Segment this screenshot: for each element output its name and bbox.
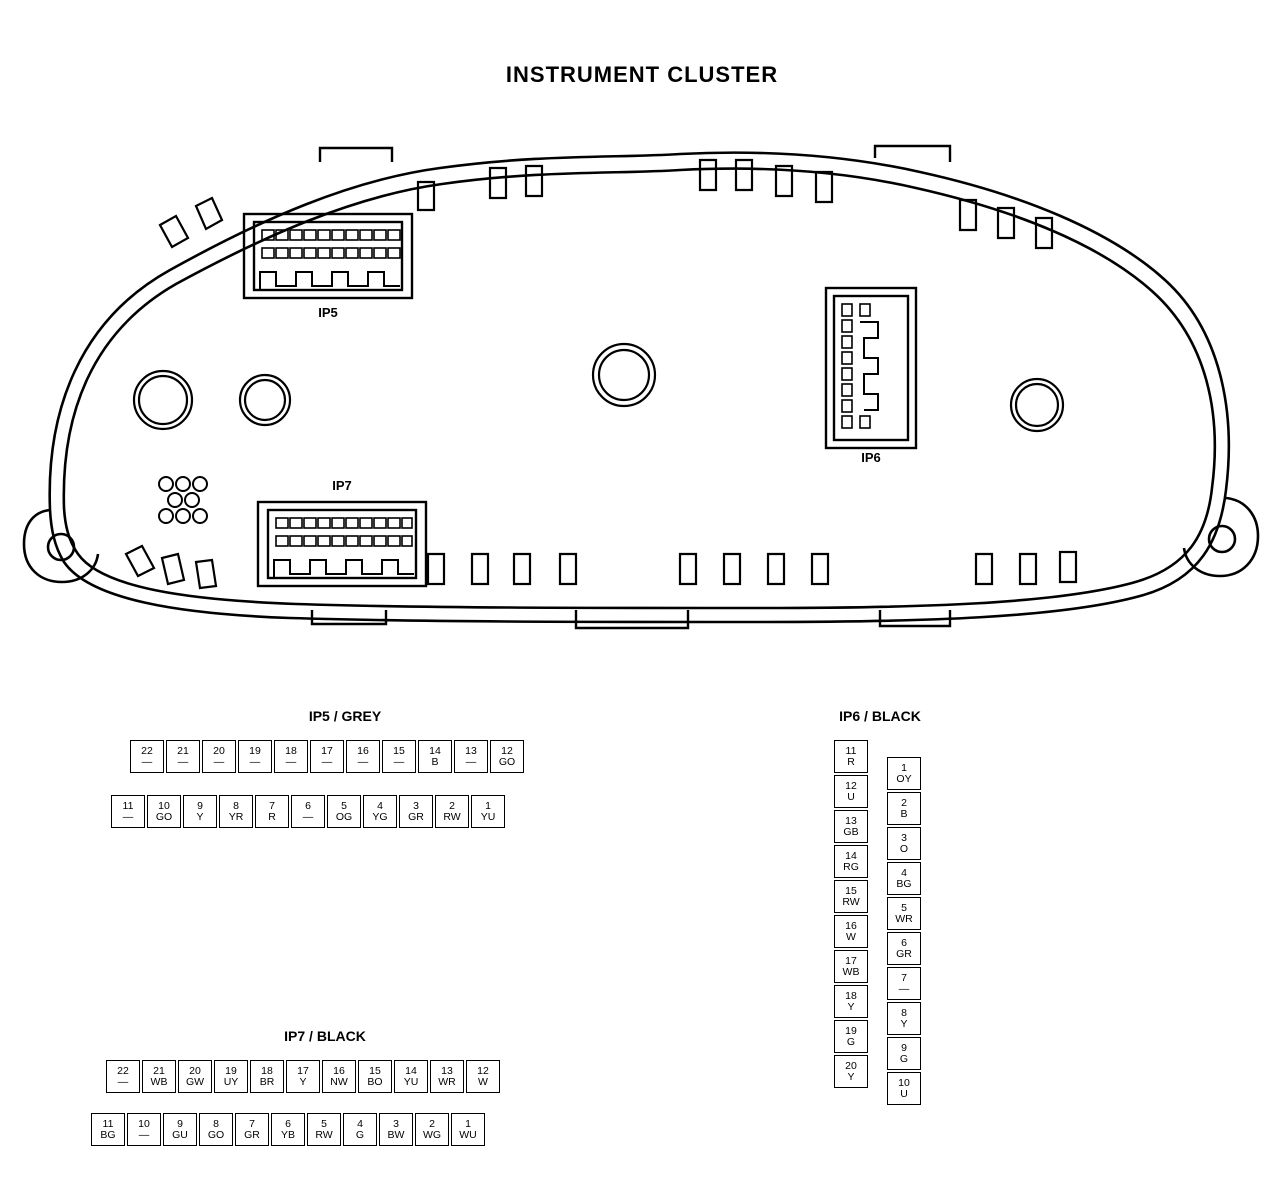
pin-code: YG — [372, 810, 388, 823]
pin-number: 7 — [249, 1117, 255, 1130]
pin-number: 10 — [898, 1076, 910, 1089]
pin-code: — — [465, 755, 477, 768]
ip5-connector-graphic — [244, 214, 412, 298]
pin-number: 11 — [122, 799, 134, 812]
pin[interactable] — [834, 985, 868, 1018]
pin-number: 8 — [901, 1006, 907, 1019]
pin-code: BO — [367, 1075, 383, 1088]
pin[interactable] — [219, 795, 253, 828]
pin-number: 19 — [225, 1064, 237, 1077]
pin[interactable] — [106, 1060, 140, 1093]
pin-code: OG — [335, 810, 353, 823]
pin-code: WG — [422, 1128, 442, 1141]
ip7-label: IP7 — [332, 478, 352, 493]
pin-number: 14 — [845, 849, 857, 862]
ip7-pin-row-bottom — [91, 1113, 487, 1148]
pin-code: — — [302, 810, 314, 823]
pin-number: 13 — [465, 744, 477, 757]
pin-code: GB — [843, 825, 859, 838]
pin-number: 2 — [449, 799, 455, 812]
pin-code: O — [899, 842, 909, 855]
pin[interactable] — [322, 1060, 356, 1093]
pin[interactable] — [163, 1113, 197, 1146]
pin[interactable] — [430, 1060, 464, 1093]
pin-code: W — [846, 930, 856, 943]
pin[interactable] — [286, 1060, 320, 1093]
pin-code: B — [900, 807, 908, 820]
cluster-outline-svg — [20, 110, 1270, 670]
ip7-pinout-title: IP7 / BLACK — [284, 1028, 366, 1044]
pin-number: 8 — [233, 799, 239, 812]
pin[interactable] — [363, 795, 397, 828]
pin[interactable] — [399, 795, 433, 828]
pin[interactable] — [346, 740, 380, 773]
pin[interactable] — [471, 795, 505, 828]
pin[interactable] — [202, 740, 236, 773]
pin-code: GR — [244, 1128, 260, 1141]
pin[interactable] — [887, 792, 921, 825]
pin-code: — — [898, 982, 910, 995]
pin-code: GO — [155, 810, 173, 823]
pin-code: B — [431, 755, 439, 768]
pin-number: 7 — [269, 799, 275, 812]
pin[interactable] — [310, 740, 344, 773]
pin-number: 5 — [341, 799, 347, 812]
pin[interactable] — [435, 795, 469, 828]
pin-code: NW — [330, 1075, 348, 1088]
pin-number: 16 — [845, 919, 857, 932]
pin[interactable] — [274, 740, 308, 773]
pin[interactable] — [834, 810, 868, 843]
pin-code: YR — [228, 810, 244, 823]
pin-code: BW — [387, 1128, 405, 1141]
pin-number: 4 — [377, 799, 383, 812]
pin-number: 13 — [441, 1064, 453, 1077]
pin-code: U — [900, 1087, 908, 1100]
pin[interactable] — [887, 932, 921, 965]
pin[interactable] — [394, 1060, 428, 1093]
pin[interactable] — [91, 1113, 125, 1146]
pin-number: 19 — [249, 744, 261, 757]
pin[interactable] — [887, 1002, 921, 1035]
pin[interactable] — [147, 795, 181, 828]
pin-number: 12 — [501, 744, 513, 757]
pin-number: 20 — [189, 1064, 201, 1077]
pin-code: Y — [196, 810, 204, 823]
pin-number: 12 — [477, 1064, 489, 1077]
pin-code: — — [117, 1075, 129, 1088]
pin-number: 16 — [357, 744, 369, 757]
pin-number: 2 — [901, 796, 907, 809]
pin-number: 10 — [138, 1117, 150, 1130]
instrument-cluster-drawing — [20, 110, 1270, 670]
ip5-pin-row-bottom — [111, 795, 507, 830]
pin-number: 17 — [845, 954, 857, 967]
pin-code: GR — [896, 947, 912, 960]
pin-code: R — [847, 755, 855, 768]
pin[interactable] — [127, 1113, 161, 1146]
pin-number: 11 — [845, 744, 857, 757]
pin-number: 9 — [177, 1117, 183, 1130]
pin[interactable] — [130, 740, 164, 773]
pin[interactable] — [183, 795, 217, 828]
pin[interactable] — [887, 862, 921, 895]
pin-code: R — [268, 810, 276, 823]
pin[interactable] — [834, 775, 868, 808]
pin-number: 21 — [153, 1064, 165, 1077]
ip7-pin-row-top — [106, 1060, 502, 1095]
pin-number: 5 — [901, 901, 907, 914]
pin-code: WB — [842, 965, 860, 978]
pin-number: 6 — [305, 799, 311, 812]
pin-number: 15 — [845, 884, 857, 897]
pin-code: WR — [895, 912, 913, 925]
pin-number: 19 — [845, 1024, 857, 1037]
pin-number: 9 — [197, 799, 203, 812]
ip6-pin-col-left — [834, 740, 870, 1090]
pin[interactable] — [382, 740, 416, 773]
pin[interactable] — [214, 1060, 248, 1093]
pin-code: RW — [443, 810, 461, 823]
pin-code: — — [249, 755, 261, 768]
pin-code: WU — [459, 1128, 477, 1141]
pin-code: GO — [498, 755, 516, 768]
pin-number: 3 — [393, 1117, 399, 1130]
pin[interactable] — [235, 1113, 269, 1146]
pin[interactable] — [358, 1060, 392, 1093]
pin[interactable] — [271, 1113, 305, 1146]
pin-code: BG — [100, 1128, 116, 1141]
pin[interactable] — [255, 795, 289, 828]
pin-number: 3 — [413, 799, 419, 812]
ip7-connector-graphic — [258, 502, 426, 586]
ip6-connector-graphic — [826, 288, 916, 448]
pin-code: Y — [847, 1000, 855, 1013]
pin-code: RW — [842, 895, 860, 908]
pin-code: RW — [315, 1128, 333, 1141]
ip5-pin-row-top — [130, 740, 526, 775]
pin-code: YU — [480, 810, 496, 823]
pin[interactable] — [887, 757, 921, 790]
pin[interactable] — [418, 740, 452, 773]
pin-code: WB — [150, 1075, 168, 1088]
pin[interactable] — [238, 740, 272, 773]
ip6-pinout-title: IP6 / BLACK — [839, 708, 921, 724]
pin-code: — — [122, 810, 134, 823]
pin-code: GO — [207, 1128, 225, 1141]
pin-number: 1 — [901, 761, 907, 774]
pin-code: GR — [408, 810, 424, 823]
pin-code: Y — [299, 1075, 307, 1088]
pin-code: — — [393, 755, 405, 768]
pin[interactable] — [887, 827, 921, 860]
pin[interactable] — [178, 1060, 212, 1093]
pin-code: — — [141, 755, 153, 768]
pin-number: 8 — [213, 1117, 219, 1130]
ip6-pin-col-right — [887, 757, 923, 1107]
pin[interactable] — [887, 1037, 921, 1070]
pin-number: 1 — [465, 1117, 471, 1130]
pin-number: 14 — [405, 1064, 417, 1077]
pin[interactable] — [834, 1055, 868, 1088]
pin[interactable] — [834, 1020, 868, 1053]
pin-number: 12 — [845, 779, 857, 792]
pin-code: — — [357, 755, 369, 768]
pin[interactable] — [834, 740, 868, 773]
pin-code: GU — [172, 1128, 188, 1141]
pin-number: 4 — [901, 866, 907, 879]
pin[interactable] — [142, 1060, 176, 1093]
pin-number: 18 — [845, 989, 857, 1002]
pin-number: 15 — [393, 744, 405, 757]
pin[interactable] — [166, 740, 200, 773]
pin[interactable] — [834, 880, 868, 913]
pin-number: 4 — [357, 1117, 363, 1130]
ip5-pinout-title: IP5 / GREY — [308, 708, 382, 724]
pin-code: OY — [896, 772, 912, 785]
pin-number: 2 — [429, 1117, 435, 1130]
pin-number: 11 — [102, 1117, 114, 1130]
pin-code: BR — [259, 1075, 275, 1088]
pin-number: 5 — [321, 1117, 327, 1130]
pin-number: 18 — [261, 1064, 273, 1077]
pin[interactable] — [307, 1113, 341, 1146]
pin-number: 1 — [485, 799, 491, 812]
page-title: INSTRUMENT CLUSTER — [505, 62, 779, 87]
pin-number: 16 — [333, 1064, 345, 1077]
pin-code: G — [899, 1052, 909, 1065]
pin-code: Y — [847, 1070, 855, 1083]
pin-code: — — [177, 755, 189, 768]
pin[interactable] — [327, 795, 361, 828]
pin[interactable] — [250, 1060, 284, 1093]
pin[interactable] — [199, 1113, 233, 1146]
pin-number: 14 — [429, 744, 441, 757]
pin[interactable] — [451, 1113, 485, 1146]
pin-code: BG — [896, 877, 912, 890]
pin-number: 9 — [901, 1041, 907, 1054]
ip6-label: IP6 — [861, 450, 881, 465]
pin-number: 18 — [285, 744, 297, 757]
pin-code: Y — [900, 1017, 908, 1030]
pin[interactable] — [490, 740, 524, 773]
pin[interactable] — [887, 1072, 921, 1105]
pin-code: G — [846, 1035, 856, 1048]
pin-number: 7 — [901, 971, 907, 984]
pin-number: 20 — [213, 744, 225, 757]
pin-code: YU — [403, 1075, 419, 1088]
pin[interactable] — [834, 915, 868, 948]
pin-number: 15 — [369, 1064, 381, 1077]
pin-code: — — [321, 755, 333, 768]
ip5-label: IP5 — [318, 305, 338, 320]
pin-code: G — [355, 1128, 365, 1141]
pin-number: 20 — [845, 1059, 857, 1072]
pin-code: GW — [185, 1075, 205, 1088]
pin[interactable] — [291, 795, 325, 828]
pin-code: UY — [223, 1075, 239, 1088]
pin[interactable] — [111, 795, 145, 828]
pin[interactable] — [415, 1113, 449, 1146]
pin[interactable] — [887, 967, 921, 1000]
pin-code: — — [285, 755, 297, 768]
pin-number: 17 — [321, 744, 333, 757]
pin-number: 17 — [297, 1064, 309, 1077]
pin-number: 6 — [285, 1117, 291, 1130]
pin-code: — — [138, 1128, 150, 1141]
pin-number: 21 — [177, 744, 189, 757]
pin-code: RG — [843, 860, 859, 873]
pin-number: 13 — [845, 814, 857, 827]
pin-code: W — [478, 1075, 488, 1088]
pin-code: YB — [280, 1128, 295, 1141]
pin-number: 22 — [141, 744, 153, 757]
pin[interactable] — [379, 1113, 413, 1146]
pin-number: 6 — [901, 936, 907, 949]
pin[interactable] — [834, 845, 868, 878]
pin-code: U — [847, 790, 855, 803]
pin-code: — — [213, 755, 225, 768]
pin[interactable] — [343, 1113, 377, 1146]
pin[interactable] — [454, 740, 488, 773]
pin-number: 22 — [117, 1064, 129, 1077]
pin-code: WR — [438, 1075, 456, 1088]
pin[interactable] — [834, 950, 868, 983]
pin[interactable] — [466, 1060, 500, 1093]
pin[interactable] — [887, 897, 921, 930]
pin-number: 10 — [158, 799, 170, 812]
pin-number: 3 — [901, 831, 907, 844]
